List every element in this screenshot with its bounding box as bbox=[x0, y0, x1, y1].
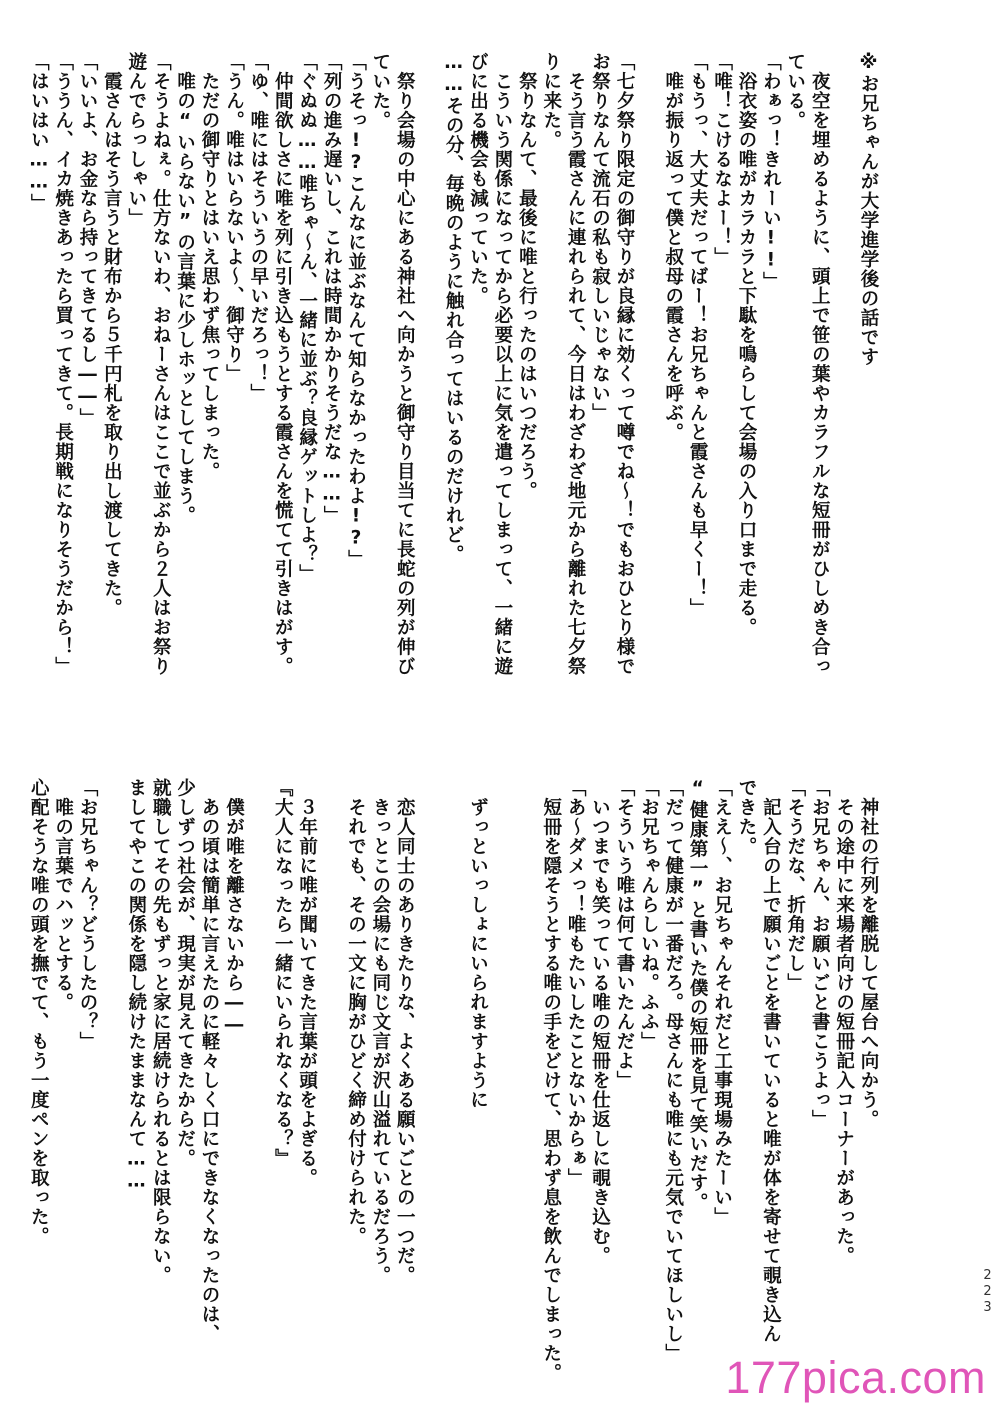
text-line: 恋人同士のありきたりな、よくある願いごとの一つだ。 bbox=[394, 778, 416, 1285]
text-line: 「うん。唯はいらないよ～、御守り」 bbox=[223, 52, 245, 384]
text-line: そう言う霞さんに連れられて、今日はわざわざ地元から離れた七夕祭 bbox=[565, 52, 587, 676]
text-line: 「ええ～、お兄ちゃんそれだと工事現場みたーい」 bbox=[711, 778, 733, 1227]
text-line: きっとこの会場にも同じ文言が沢山溢れているだろう。 bbox=[369, 778, 391, 1285]
text-line: 「お兄ちゃん？どうしたの？」 bbox=[77, 778, 98, 1051]
text-line: いつまでも笑っている唯の短冊を仕返しに覗き込む。 bbox=[589, 778, 611, 1266]
text-line: 「お兄ちゃんらしいね。ふふ」 bbox=[638, 778, 660, 1051]
text-line: 「ぐぬぬ……唯ちゃ～ん、一緒に並ぶ？良縁ゲットしよ？」 bbox=[296, 52, 318, 584]
text-line: 「もうっ、大丈夫だってばー！お兄ちゃんと霞さんも早くー！」 bbox=[687, 52, 709, 618]
text-line bbox=[99, 778, 123, 1348]
text-line bbox=[319, 778, 343, 1348]
text-line: りに来た。 bbox=[540, 52, 562, 150]
text-line: 「だって健康が一番だろ。母さんにも唯にも元気でいてほしいし」 bbox=[662, 778, 684, 1363]
text-line: できた。 bbox=[735, 778, 757, 856]
text-line: 夜空を埋めるように、頭上で笹の葉やカラフルな短冊がひしめき合っ bbox=[809, 52, 831, 676]
text-line: 祭り会場の中心にある神社へ向かうと御守り目当てに長蛇の列が伸び bbox=[394, 52, 416, 676]
text-line: 「あ～ダメっ！唯もたいしたことないからぁ」 bbox=[565, 778, 587, 1188]
text-line: 「ゆ、唯にはそういうの早いだろっ！」 bbox=[247, 52, 269, 403]
text-line: 僕が唯を離さないから―― bbox=[223, 778, 245, 1037]
text-line: 短冊を隠そうとする唯の手をどけて、思わず息を飲んでしまった。 bbox=[540, 778, 562, 1383]
text-line: それでも、その一文に胸がひどく締め付けられた。 bbox=[345, 778, 367, 1246]
text-line: 「うそっ!?こんなに並ぶなんて知らなかったわよ!?」 bbox=[345, 52, 367, 569]
page-number: 223 bbox=[980, 1268, 995, 1316]
site-watermark: 177pica.com bbox=[725, 1352, 986, 1403]
text-line: 祭りなんて、最後に唯と行ったのはいつだろう。 bbox=[516, 52, 538, 501]
text-line: 「お兄ちゃん、お願いごと書こうよっ」 bbox=[809, 778, 831, 1129]
text-line: 遊んでらっしゃい」 bbox=[125, 52, 147, 228]
text-line: ていた。 bbox=[369, 52, 391, 130]
text-line: ……その分、毎晩のように触れ合ってはいるのだけれど。 bbox=[443, 52, 465, 564]
text-line: 唯の“いらない”の言葉に少しホッとしてしまう。 bbox=[174, 52, 196, 525]
text-line: お祭りなんて流石の私も寂しいじゃない」 bbox=[589, 52, 611, 423]
text-line: 唯が振り返って僕と叔母の霞さんを呼ぶ。 bbox=[662, 52, 684, 442]
text-line: ３年前に唯が聞いてきた言葉が頭をよぎる。 bbox=[296, 778, 318, 1188]
text-line: 心配そうな唯の頭を撫でて、もう一度ペンを取った。 bbox=[28, 778, 50, 1246]
text-line: ※お兄ちゃんが大学進学後の話です bbox=[858, 52, 879, 367]
text-line: びに出る機会も減っていた。 bbox=[467, 52, 489, 306]
text-line: 「そういう唯は何て書いたんだよ」 bbox=[613, 778, 635, 1090]
text-line: “健康第一”と書いた僕の短冊を見て笑いだす。 bbox=[687, 778, 709, 1212]
text-line: 浴衣姿の唯がカラカラと下駄を鳴らして会場の入り口まで走る。 bbox=[735, 52, 757, 637]
text-line: 「そうよねぇ。仕方ないわ、おねーさんはここで並ぶから２人はお祭り bbox=[150, 52, 172, 676]
text-line bbox=[441, 778, 465, 1348]
text-line bbox=[490, 778, 514, 1348]
text-line: 「はいはい……」 bbox=[28, 52, 50, 213]
text-line: 就職してその先もずっと家に居続けられるとは限らない。 bbox=[150, 778, 172, 1285]
text-line bbox=[831, 52, 855, 702]
text-line: 神社の行列を離脱して屋台へ向かう。 bbox=[858, 778, 879, 1129]
lower-text-block bbox=[26, 778, 880, 1383]
text-line: あの頃は簡単に言えたのに軽々しく口にできなくなったのは、 bbox=[199, 778, 221, 1344]
text-line: 『大人になったら一緒にいられなくなる？』 bbox=[272, 778, 294, 1168]
upper-text-block bbox=[26, 52, 880, 702]
text-line: 「わぁっ！きれーい!!」 bbox=[760, 52, 782, 291]
text-line: ただの御守りとはいえ思わず焦ってしまった。 bbox=[199, 52, 221, 481]
text-line: 「列の進み遅いし、これは時間かかりそうだな……」 bbox=[321, 52, 343, 525]
text-line bbox=[514, 778, 538, 1348]
text-line: 記入台の上で願いごとを書いていると唯が体を寄せて覗き込ん bbox=[760, 778, 782, 1344]
text-line: こういう関係になってから必要以上に気を遣ってしまって、一緒に遊 bbox=[491, 52, 513, 676]
text-line: 「ううん、イカ焼きあったら買ってきて。長期戦になりそうだから！」 bbox=[52, 52, 74, 676]
text-line: ましてやこの関係を隠し続けたままなんて…… bbox=[125, 778, 147, 1193]
text-line: 「七夕祭り限定の御守りが良縁に効くって噂でね～！でもおひとり様で bbox=[613, 52, 635, 676]
text-line: 少しずつ社会が、現実が見えてきたからだ。 bbox=[174, 778, 196, 1168]
text-line: 霞さんはそう言うと財布から５千円札を取り出し渡してきた。 bbox=[101, 52, 123, 618]
text-line: 仲間欲しさに唯を列に引き込もうとする霞さんを慌てて引きはがす。 bbox=[272, 52, 294, 676]
text-line: ている。 bbox=[784, 52, 806, 130]
text-line bbox=[416, 52, 440, 702]
text-line bbox=[636, 52, 660, 702]
text-line: 「いいよ、お金なら持ってきてるし――」 bbox=[77, 52, 98, 428]
text-line bbox=[416, 778, 440, 1348]
text-line: 「そうだな、折角だし」 bbox=[784, 778, 806, 993]
text-line: その途中に来場者向けの短冊記入コーナーがあった。 bbox=[833, 778, 855, 1266]
text-line: 「唯！こけるなよー！」 bbox=[711, 52, 733, 267]
text-line bbox=[245, 778, 269, 1348]
text-line: ずっといっしょにいられますように bbox=[467, 778, 489, 1110]
text-line: 唯の言葉でハッとする。 bbox=[52, 778, 74, 1012]
